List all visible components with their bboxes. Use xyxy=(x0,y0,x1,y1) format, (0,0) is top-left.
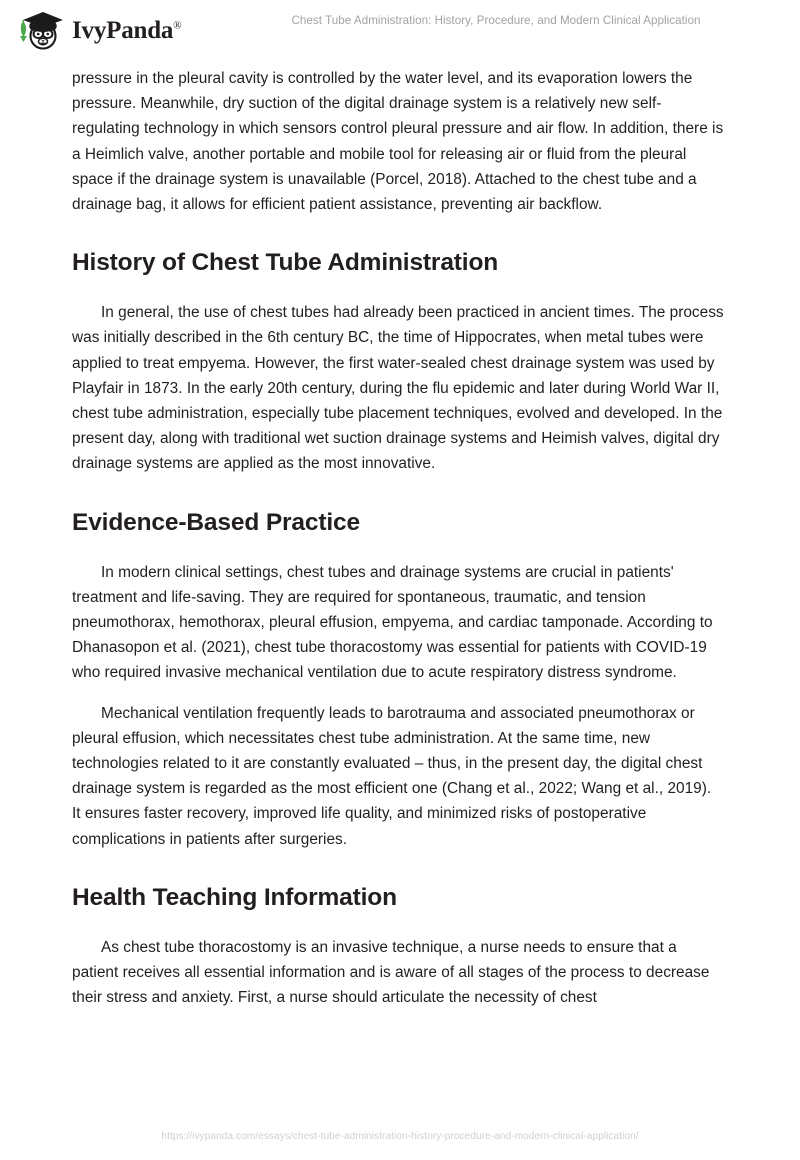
paragraph: As chest tube thoracostomy is an invasive technique, a nurse needs to ensure that a patient receives all essential information and is aware of all stages of the process to decrease their stress and anxiety. First, a nurse should articulate the necessity of chest xyxy=(72,938,710,1007)
spacer xyxy=(72,277,724,300)
registered-mark: ® xyxy=(173,19,182,32)
paragraph: pressure in the pleural cavity is controlled by the water level, and its evaporation lowers the pressure. Meanwhile, dry suction of the digital drainage system is a relatively new self-regulating technology in which sensors control pleural pressure and air flow. In addition, there is a Heimlich valve, another portable and mobile tool for releasing air or fluid from the pleural space if the drainage system is unavailable (Porcel, 2018). Attached to the chest tube and a drainage bag, it allows for efficient patient assistance, preventing air backflow. xyxy=(72,70,724,214)
section-heading-evidence-based-practice: Evidence-Based Practice xyxy=(72,508,360,536)
spacer xyxy=(72,852,724,883)
spacer xyxy=(72,686,724,701)
paragraph: Mechanical ventilation frequently leads to barotrauma and associated pneumothorax or pleural effusion, which necessitates chest tube administration. At the same time, new technologies related to it are constantly evaluated – thus, in the present day, the digital chest drainage system is regarded as the most efficient one (Chang et al., 2022; Wang et al., 2019). It ensures faster recovery, improved life quality, and minimized risks of postoperative complications in patients after surgeries. xyxy=(72,704,712,848)
spacer xyxy=(72,217,724,248)
footer-source-url[interactable]: https://ivypanda.com/essays/chest-tube-administration-history-procedure-and-modern-clinical-application/ xyxy=(161,1131,639,1142)
page-title: Chest Tube Administration: History, Procedure, and Modern Clinical Application xyxy=(291,14,701,27)
section-heading-history: History of Chest Tube Administration xyxy=(72,249,499,277)
paragraph: In general, the use of chest tubes had already been practiced in ancient times. The process was initially described in the 6th century BC, the time of Hippocrates, when metal tubes were applied to treat empyema. However, the first water-sealed chest drainage system was used by Playfair in 1873. In the early 20th century, during the flu epidemic and later during World War II, chest tube administration, especially tube placement techniques, evolved and developed. In the present day, along with traditional wet suction drainage systems and Heimish valves, digital dry drainage systems are applied as the most innovative. xyxy=(72,304,724,473)
brand-name-text: IvyPanda xyxy=(72,16,174,44)
section-heading-health-teaching-information: Health Teaching Information xyxy=(72,883,397,911)
spacer xyxy=(72,912,724,935)
document-body xyxy=(72,66,724,1010)
spacer xyxy=(72,477,724,508)
paragraph: In modern clinical settings, chest tubes and drainage systems are crucial in patients' treatment and life-saving. They are required for spontaneous, traumatic, and tension pneumothorax, hemothorax, pleural effusion, empyema, and cardiac tamponade. According to Dhanasopon et al. (2021), chest tube thoracostomy was essential for patients with COVID-19 who required invasive mechanical ventilation due to acute respiratory distress syndrome. xyxy=(72,563,713,682)
spacer xyxy=(72,537,724,560)
page-header xyxy=(0,0,800,56)
